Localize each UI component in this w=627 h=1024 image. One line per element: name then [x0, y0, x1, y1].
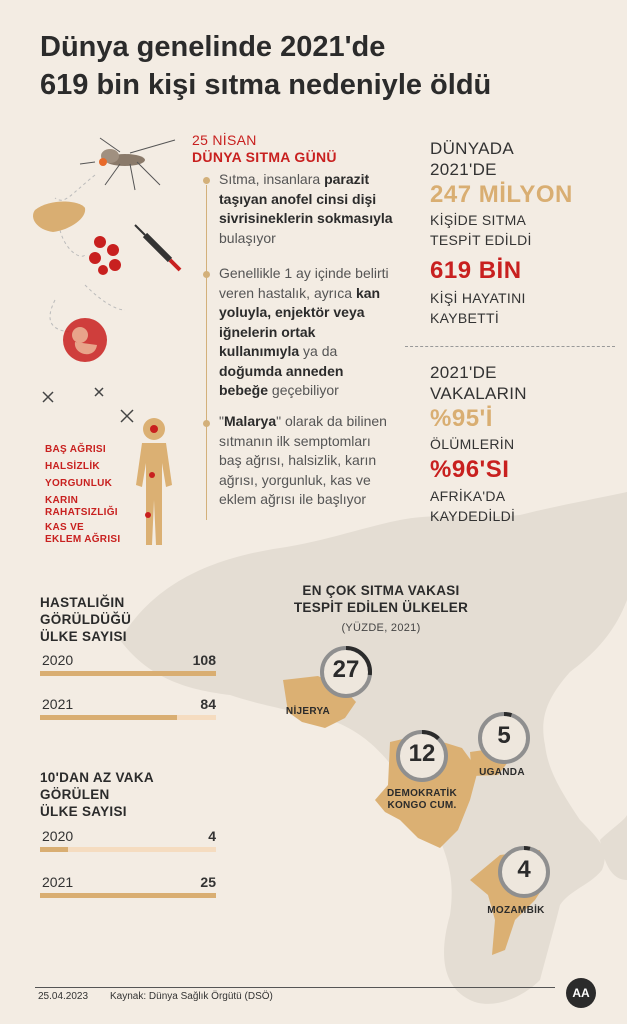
cases-count: 247 MİLYON — [430, 181, 573, 208]
value-label: 84 — [200, 696, 216, 712]
date-heading: 25 NİSAN DÜNYA SITMA GÜNÜ — [192, 132, 337, 165]
year-label: 2020 — [42, 652, 74, 668]
stats-column: DÜNYADA 2021'DE 247 MİLYON KİŞİDE SITMA TESPİT EDİLDİ 619 BİN KİŞİ HAYATINI KAYBETTİ — [430, 138, 620, 328]
cases-pct: %95'İ — [430, 405, 493, 432]
uganda-pct: 5 — [497, 722, 511, 749]
page-title: Dünya genelinde 2021'de 619 bin kişi sıtma nedeniyle öldü — [40, 31, 492, 101]
drc-pct: 12 — [408, 740, 436, 767]
symptom-stomach: KARIN RAHATSIZLIĞI — [45, 495, 118, 518]
uganda-label: UGANDA — [479, 767, 525, 778]
bullet-1: Sıtma, insanlara parazit taşıyan anofel cinsi dişi sivrisineklerin sokmasıyla bulaşıyor — [219, 171, 393, 246]
deaths-pct: %96'SI — [430, 456, 510, 483]
nigeria-label: NİJERYA — [285, 706, 331, 717]
year-label: 2021 — [42, 696, 74, 712]
year-label: 2021 — [42, 874, 74, 890]
value-label: 25 — [200, 874, 216, 890]
mozambique-pct: 4 — [517, 856, 531, 883]
stats-column-2: 2021'DE VAKALARIN %95'İ ÖLÜMLERİN %96'SI AFRİKA'DA KAYDEDİLDİ — [430, 362, 620, 526]
nigeria-pct: 27 — [332, 656, 360, 683]
symptom-tiredness: YORGUNLUK — [45, 478, 113, 489]
aa-logo-icon: AA — [566, 978, 596, 1008]
footer-source: Kaynak: Dünya Sağlık Örgütü (DSÖ) — [110, 991, 273, 1002]
year-label: 2020 — [42, 828, 74, 844]
map-heading: EN ÇOK SITMA VAKASI TESPİT EDİLEN ÜLKELER (YÜZDE, 2021) — [293, 583, 469, 634]
symptom-fatigue: HALSİZLİK — [45, 461, 100, 472]
section2-heading: 10'DAN AZ VAKA GÖRÜLEN ÜLKE SAYISI — [40, 770, 154, 819]
symptom-joint: KAS VE EKLEM AĞRISI — [45, 522, 121, 545]
bullet-3: "Malarya" olarak da bilinen sıtmanın ilk semptomları baş ağrısı, halsizlik, karın ağrısı, yorgunluk, kas ve eklem ağrısı ile başlıyor — [219, 413, 387, 507]
section1-heading: HASTALIĞIN GÖRÜLDÜĞÜ ÜLKE SAYISI — [40, 595, 132, 644]
bullet-2: Genellikle 1 ay içinde belirti veren hastalık, ayrıca kan yoluyla, enjektör veya iğnelerin ortak kullanımıyla ya da doğumda anneden bebeğe geçebiliyor — [219, 265, 389, 398]
symptom-head: BAŞ AĞRISI — [45, 444, 106, 455]
footer-line — [35, 987, 555, 988]
mozambique-label: MOZAMBİK — [487, 905, 545, 916]
deaths-count: 619 BİN — [430, 257, 522, 284]
value-label: 108 — [192, 652, 216, 668]
drc-label: DEMOKRATİK KONGO CUM. — [386, 788, 458, 811]
footer-date: 25.04.2023 — [38, 991, 89, 1002]
value-label: 4 — [208, 828, 216, 844]
